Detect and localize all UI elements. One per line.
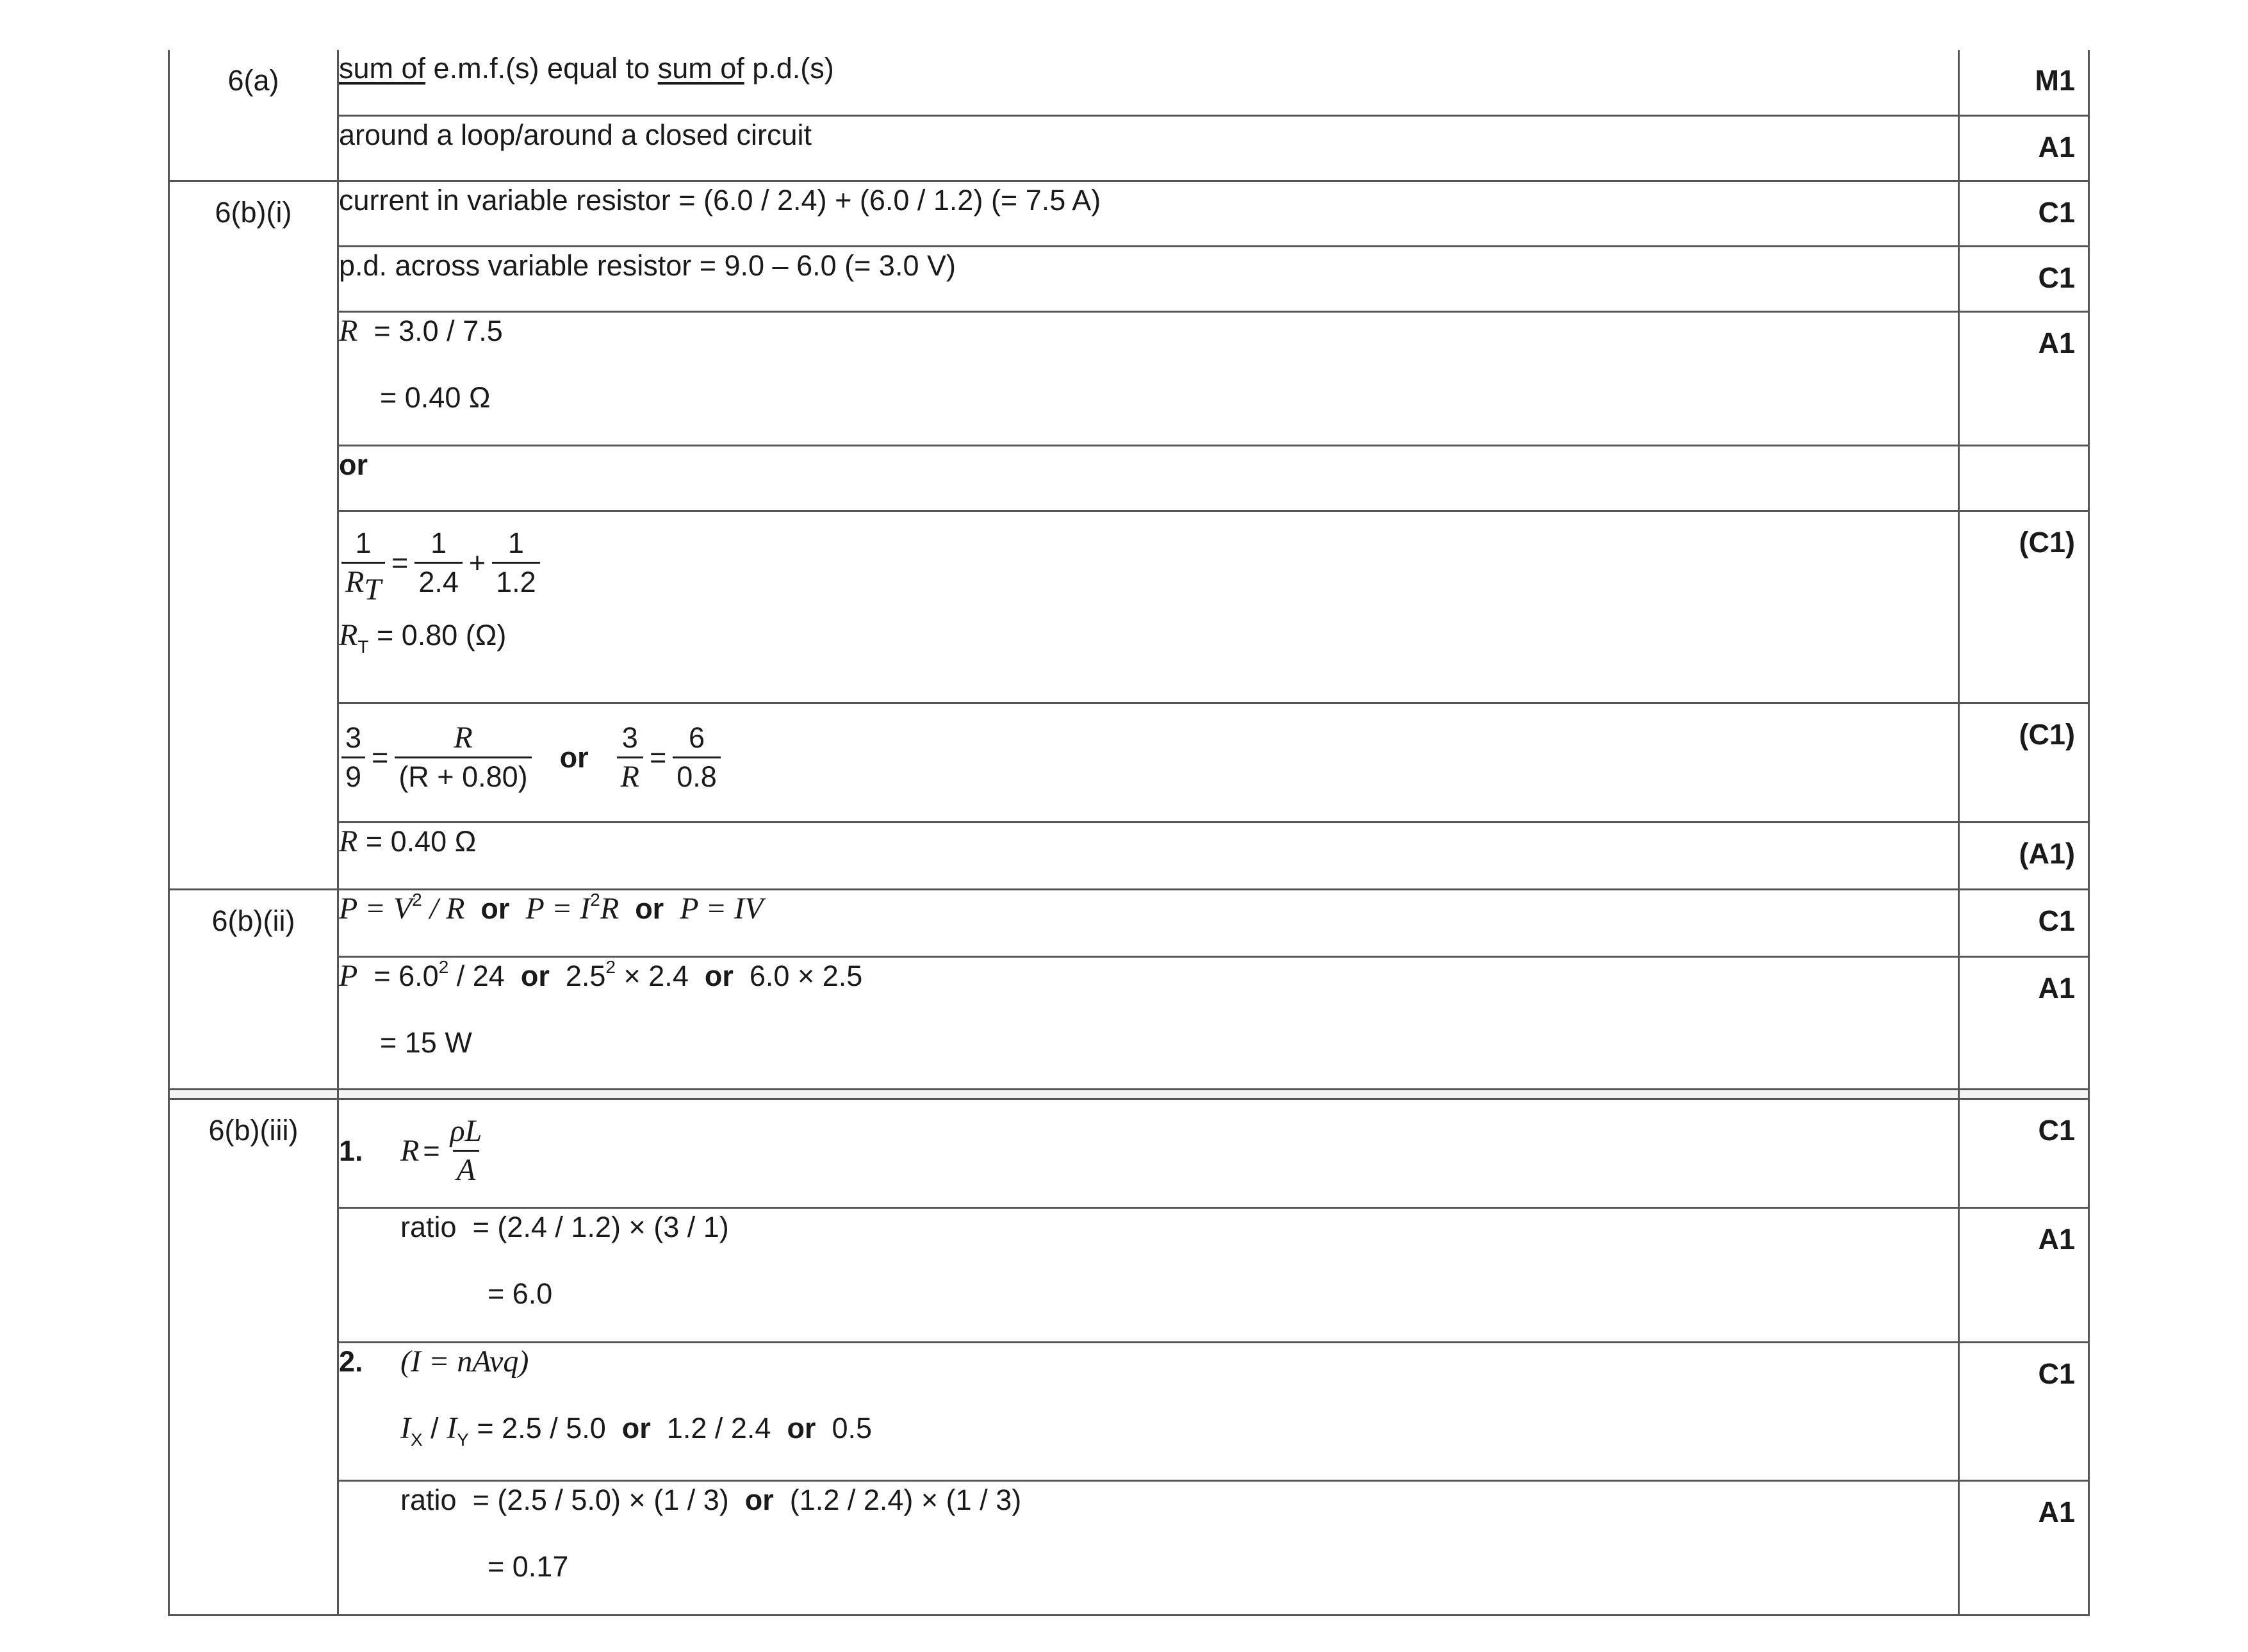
table-row — [169, 115, 2089, 181]
mark-cell: A1 — [1959, 956, 2089, 1089]
answer-cell: $P = V^2 / R$ or $P = I^2R$ or P = IV — [338, 889, 1959, 956]
mark-scheme-table — [168, 50, 2090, 1616]
answer-cell: R = 0.40 Ω — [338, 822, 1959, 889]
table-row — [169, 889, 2089, 956]
mark-cell: C1 — [1959, 1099, 2089, 1207]
mark-cell: A1 — [1959, 1207, 2089, 1342]
table-row — [169, 1099, 2089, 1207]
fraction: $\frac{1}{R_T}$ — [341, 527, 385, 598]
mark-cell: (C1) — [1959, 511, 2089, 703]
mark-cell: (A1) — [1959, 822, 2089, 889]
table-row — [169, 181, 2089, 246]
answer-cell: or — [338, 445, 1959, 511]
table-row — [169, 311, 2089, 445]
question-cell: 6(b)(i) — [169, 181, 338, 889]
answer-cell: around a loop/around a closed circuit — [338, 115, 1959, 181]
table-row — [169, 956, 2089, 1089]
fraction: $\frac{\rho L}{A}$ — [450, 1114, 482, 1187]
mark-cell: C1 — [1959, 181, 2089, 246]
table-row — [169, 703, 2089, 822]
answer-cell: R = 3.0 / 7.5 = 0.40 Ω — [338, 311, 1959, 445]
answer-cell: $\frac{1}{R_T}$ = $\frac{1}{2.4}$ + $\frac{1}{1.2}$ $R_T = 0.80$ (Ω) — [338, 511, 1959, 703]
mark-cell: A1 — [1959, 1480, 2089, 1615]
table-row — [169, 50, 2089, 115]
table-row — [169, 1207, 2089, 1342]
table-row — [169, 822, 2089, 889]
mark-cell: (C1) — [1959, 703, 2089, 822]
mark-cell: C1 — [1959, 889, 2089, 956]
fraction: $\frac{1}{1.2}$ — [492, 527, 540, 598]
mark-cell: A1 — [1959, 311, 2089, 445]
answer-cell: $\frac{3}{9}$ = $\frac{R}{(R + 0.80)}$ or $\frac{3}{R}$ = $\frac{6}{0.8}$ — [338, 703, 1959, 822]
table-row — [169, 1480, 2089, 1615]
answer-cell: 2. (I = nAvq) $I_X / I_Y = 2.5 / 5.0$ or 1.2 / 2.4 or 0.5 — [338, 1342, 1959, 1480]
table-row — [169, 445, 2089, 511]
answer-cell: $P = 6.0^2 / 24$ or $2.5^2 \times 2.4$ or 6.0 × 2.5 = 15 W — [338, 956, 1959, 1089]
mark-cell: M1 — [1959, 50, 2089, 115]
table-row — [169, 511, 2089, 703]
fraction: $\frac{6}{0.8}$ — [673, 722, 721, 793]
fraction: $\frac{3}{R}$ — [617, 722, 643, 793]
mark-cell: C1 — [1959, 1342, 2089, 1480]
fraction: $\frac{1}{2.4}$ — [414, 527, 463, 598]
answer-cell: current in variable resistor = (6.0 / 2.4) + (6.0 / 1.2) (= 7.5 A) — [338, 181, 1959, 246]
answer-cell: 1. R = $\frac{\rho L}{A}$ — [338, 1099, 1959, 1207]
section-divider — [169, 1089, 2089, 1099]
question-cell: 6(b)(iii) — [169, 1099, 338, 1615]
answer-cell: ratio = (2.5 / 5.0) × (1 / 3) or (1.2 / 2.4) × (1 / 3) = 0.17 — [338, 1480, 1959, 1615]
question-cell: 6(b)(ii) — [169, 889, 338, 1089]
answer-cell: p.d. across variable resistor = 9.0 – 6.0 (= 3.0 V) — [338, 246, 1959, 311]
mark-cell: A1 — [1959, 115, 2089, 181]
answer-cell: sum of e.m.f.(s) equal to sum of p.d.(s) — [338, 50, 1959, 115]
fraction: $\frac{R}{(R + 0.80)}$ — [395, 722, 531, 793]
fraction: $\frac{3}{9}$ — [341, 722, 365, 793]
table-row — [169, 246, 2089, 311]
table-row — [169, 1342, 2089, 1480]
answer-cell: ratio = (2.4 / 1.2) × (3 / 1) = 6.0 — [338, 1207, 1959, 1342]
mark-cell — [1959, 445, 2089, 511]
mark-cell: C1 — [1959, 246, 2089, 311]
question-cell: 6(a) — [169, 50, 338, 181]
